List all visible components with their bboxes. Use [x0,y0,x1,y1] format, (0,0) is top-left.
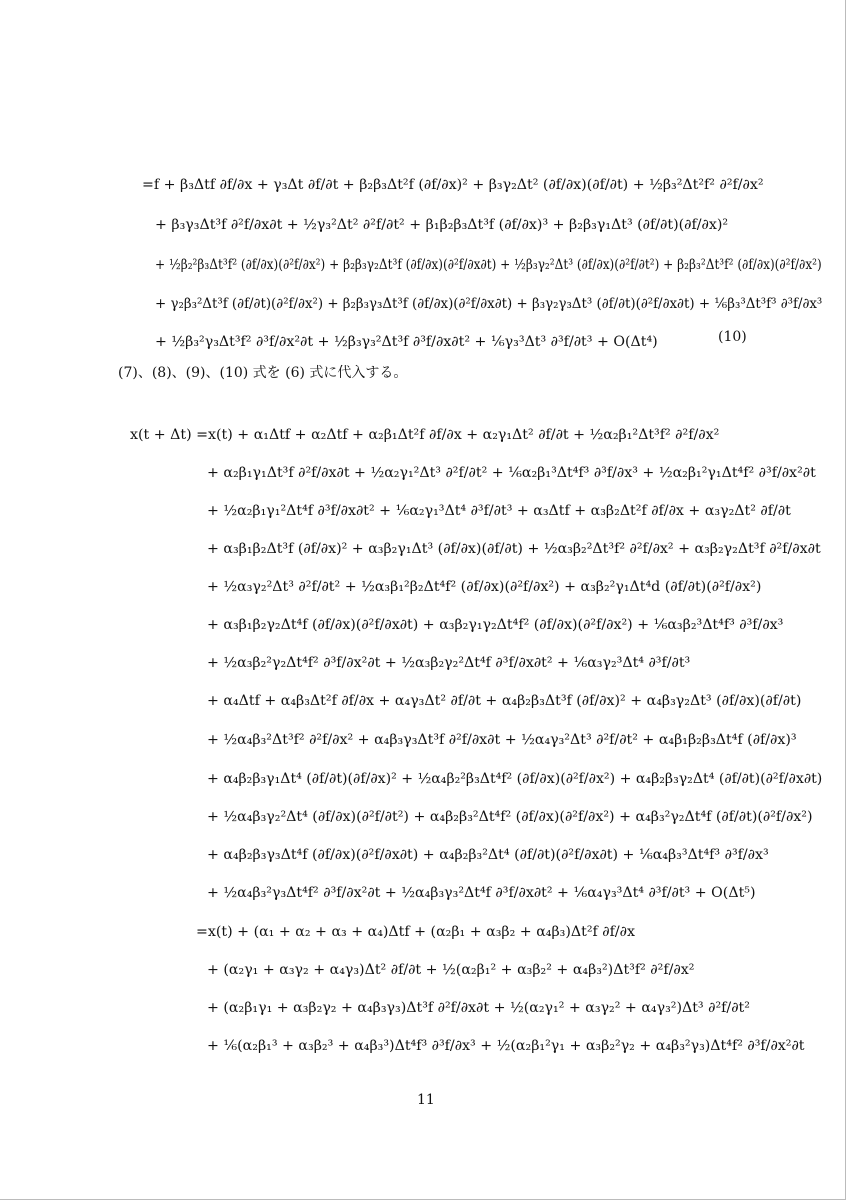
expansion-line-5: + ½α₃γ₂²Δt³ ∂²f/∂t² + ½α₃β₁²β₂Δt⁴f² (∂f/∂x)(∂²f/∂x²) + α₃β₂²γ₁Δt⁴d (∂f/∂t)(∂²f/∂x²) [207,579,762,595]
expansion-line-12: + α₄β₂β₃γ₃Δt⁴f (∂f/∂x)(∂²f/∂x∂t) + α₄β₂β₃²Δt⁴ (∂f/∂t)(∂²f/∂x∂t) + ⅙α₄β₃³Δt⁴f³ ∂³f/∂x³ [207,847,769,863]
page-number: 11 [417,1092,435,1108]
expansion-line-14: =x(t) + (α₁ + α₂ + α₃ + α₄)Δtf + (α₂β₁ + α₃β₂ + α₄β₃)Δt²f ∂f/∂x [196,924,635,940]
prose-substitution-note: (7)、(8)、(9)、(10) 式を (6) 式に代入する。 [118,365,408,381]
expansion-line-4: + α₃β₁β₂Δt³f (∂f/∂x)² + α₃β₂γ₁Δt³ (∂f/∂x)(∂f/∂t) + ½α₃β₂²Δt³f² ∂²f/∂x² + α₃β₂γ₂Δt³f ∂²f/∂x∂t [207,541,821,557]
expansion-line-8: + α₄Δtf + α₄β₃Δt²f ∂f/∂x + α₄γ₃Δt² ∂f/∂t + α₄β₂β₃Δt³f (∂f/∂x)² + α₄β₃γ₂Δt³ (∂f/∂x)(∂f/∂t) [207,693,802,709]
expansion-line-3: + ½α₂β₁γ₁²Δt⁴f ∂³f/∂x∂t² + ⅙α₂γ₁³Δt⁴ ∂³f/∂t³ + α₃Δtf + α₃β₂Δt²f ∂f/∂x + α₃γ₂Δt² ∂f/∂t [207,503,791,519]
expansion-line-13: + ½α₄β₃²γ₃Δt⁴f² ∂³f/∂x²∂t + ½α₄β₃γ₃²Δt⁴f ∂³f/∂x∂t² + ⅙α₄γ₃³Δt⁴ ∂³f/∂t³ + O(Δt⁵) [207,885,756,901]
equation-number: (10) [718,329,747,345]
equation-10-line-1: =f + β₃Δtf ∂f/∂x + γ₃Δt ∂f/∂t + β₂β₃Δt²f (∂f/∂x)² + β₃γ₂Δt² (∂f/∂x)(∂f/∂t) + ½β₃²Δt²f² ∂²f/∂x² [142,177,764,193]
expansion-line-2: + α₂β₁γ₁Δt³f ∂²f/∂x∂t + ½α₂γ₁²Δt³ ∂²f/∂t² + ⅙α₂β₁³Δt⁴f³ ∂³f/∂x³ + ½α₂β₁²γ₁Δt⁴f² ∂³f/∂x²∂t [207,465,816,481]
expansion-line-9: + ½α₄β₃²Δt³f² ∂²f/∂x² + α₄β₃γ₃Δt³f ∂²f/∂x∂t + ½α₄γ₃²Δt³ ∂²f/∂t² + α₄β₁β₂β₃Δt⁴f (∂f/∂x)³ [207,732,797,748]
expansion-line-15: + (α₂γ₁ + α₃γ₂ + α₄γ₃)Δt² ∂f/∂t + ½(α₂β₁² + α₃β₂² + α₄β₃²)Δt³f² ∂²f/∂x² [207,962,695,978]
equation-10-line-2: + β₃γ₃Δt³f ∂²f/∂x∂t + ½γ₃²Δt² ∂²f/∂t² + β₁β₂β₃Δt³f (∂f/∂x)³ + β₂β₃γ₁Δt³ (∂f/∂t)(∂f/∂x)² [155,217,729,233]
expansion-line-16: + (α₂β₁γ₁ + α₃β₂γ₂ + α₄β₃γ₃)Δt³f ∂²f/∂x∂t + ½(α₂γ₁² + α₃γ₂² + α₄γ₃²)Δt³ ∂²f/∂t² [207,1000,750,1016]
expansion-line-17: + ⅙(α₂β₁³ + α₃β₂³ + α₄β₃³)Δt⁴f³ ∂³f/∂x³ + ½(α₂β₁²γ₁ + α₃β₂²γ₂ + α₄β₃²γ₃)Δt⁴f² ∂³f/∂x²∂t [207,1038,805,1054]
expansion-line-10: + α₄β₂β₃γ₁Δt⁴ (∂f/∂t)(∂f/∂x)² + ½α₄β₂²β₃Δt⁴f² (∂f/∂x)(∂²f/∂x²) + α₄β₂β₃γ₂Δt⁴ (∂f/∂t)(∂²f/∂x∂t) [207,771,823,787]
expansion-line-11: + ½α₄β₃γ₂²Δt⁴ (∂f/∂x)(∂²f/∂t²) + α₄β₂β₃²Δt⁴f² (∂f/∂x)(∂²f/∂x²) + α₄β₃²γ₂Δt⁴f (∂f/∂t)(∂²f/∂x²) [207,809,813,825]
expansion-line-6: + α₃β₁β₂γ₂Δt⁴f (∂f/∂x)(∂²f/∂x∂t) + α₃β₂γ₁γ₂Δt⁴f² (∂f/∂x)(∂²f/∂x²) + ⅙α₃β₂³Δt⁴f³ ∂³f/∂x³ [207,617,784,633]
equation-10-line-3: + ½β₂²β₃Δt³f² (∂f/∂x)(∂²f/∂x²) + β₂β₃γ₂Δt³f (∂f/∂x)(∂²f/∂x∂t) + ½β₃γ₂²Δt³ (∂f/∂x)(∂²f/∂t²) + β₂β₃²Δt³f² (∂f/∂x)(∂²f/∂x²) [155,257,822,273]
equation-10-line-5: + ½β₃²γ₃Δt³f² ∂³f/∂x²∂t + ½β₃γ₃²Δt³f ∂³f/∂x∂t² + ⅙γ₃³Δt³ ∂³f/∂t³ + O(Δt⁴) [155,334,658,350]
expansion-line-7: + ½α₃β₂²γ₂Δt⁴f² ∂³f/∂x²∂t + ½α₃β₂γ₂²Δt⁴f ∂³f/∂x∂t² + ⅙α₃γ₂³Δt⁴ ∂³f/∂t³ [207,655,691,671]
expansion-line-1: x(t + Δt) =x(t) + α₁Δtf + α₂Δtf + α₂β₁Δt²f ∂f/∂x + α₂γ₁Δt² ∂f/∂t + ½α₂β₁²Δt³f² ∂²f/∂x² [130,427,720,443]
equation-10-line-4: + γ₂β₃²Δt³f (∂f/∂t)(∂²f/∂x²) + β₂β₃γ₃Δt³f (∂f/∂x)(∂²f/∂x∂t) + β₃γ₂γ₃Δt³ (∂f/∂t)(∂²f/∂x∂t) + ⅙β₃³Δt³f³ ∂³f/∂x³ [155,296,823,312]
